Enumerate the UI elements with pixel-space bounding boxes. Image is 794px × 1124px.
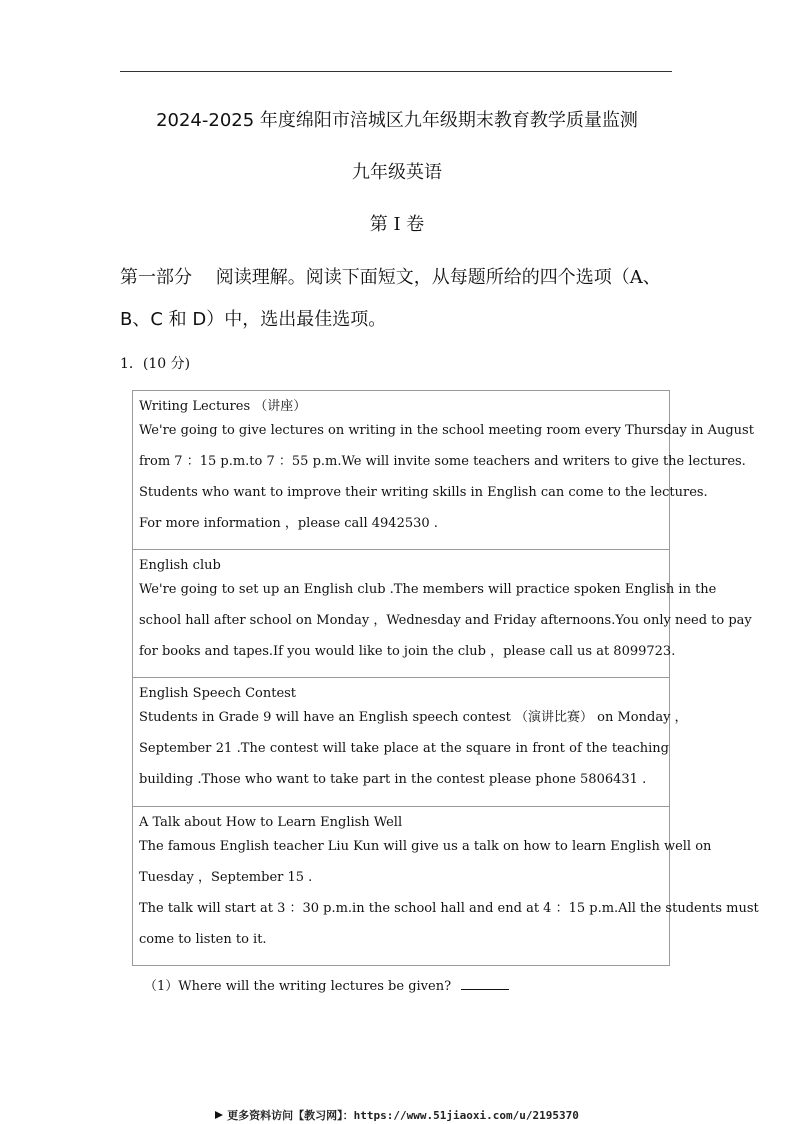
exam-title: 2024-2025 年度绵阳市涪城区九年级期末教育教学质量监测	[156, 110, 638, 131]
notice-speech-contest	[133, 677, 688, 806]
notice-body	[139, 702, 688, 795]
notice-heading: A Talk about How to Learn English Well	[139, 815, 403, 830]
footer-link[interactable]: 更多资料访问【教习网】：https://www.51jiaoxi.com/u/2195370	[227, 1109, 579, 1122]
notice-body	[139, 574, 752, 667]
notice-line: We're going to set up an English club .The members will practice spoken English in the	[139, 582, 717, 597]
notice-heading: Writing Lectures （讲座）	[139, 399, 307, 414]
notice-english-talk	[133, 806, 759, 967]
notice-body	[139, 415, 754, 539]
notice-english-club	[133, 549, 752, 677]
question-number: 1．(10 分)	[120, 356, 191, 372]
notice-line: from 7 ：15 p.m.to 7 ：55 p.m.We will invite some teachers and writers to give the lectures.	[139, 454, 746, 469]
page-footer	[0, 1107, 794, 1123]
notice-line: building .Those who want to take part in the contest please phone 5806431 .	[139, 772, 647, 787]
notice-line: September 21 .The contest will take place at the square in front of the teaching	[139, 741, 669, 756]
flag-icon	[215, 1111, 223, 1119]
sub-question-text: （1）Where will the writing lectures be given?	[144, 979, 452, 994]
notice-body	[139, 831, 759, 955]
header-rule	[120, 71, 672, 72]
notice-line: Tuesday ，September 15 .	[139, 870, 313, 885]
notice-line: The talk will start at 3 ：30 p.m.in the school hall and end at 4 ：15 p.m.All the students must	[139, 901, 759, 916]
notice-line: We're going to give lectures on writing in the school meeting room every Thursday in August	[139, 423, 754, 438]
notice-line: The famous English teacher Liu Kun will give us a talk on how to learn English well on	[139, 839, 712, 854]
notice-line: come to listen to it.	[139, 932, 267, 947]
sub-question-1	[144, 975, 509, 994]
notice-line: for books and tapes.If you would like to join the club ，please call us at 8099723.	[139, 644, 676, 659]
section-instruction-line-2: B、C 和 D）中，选出最佳选项。	[120, 309, 387, 330]
notice-heading: English Speech Contest	[139, 686, 297, 701]
notice-line: For more information ，please call 4942530 .	[139, 516, 438, 531]
exam-subtitle: 九年级英语	[352, 162, 442, 183]
notices-table	[132, 390, 759, 966]
notice-heading: English club	[139, 558, 221, 573]
notice-line: Students who want to improve their writing skills in English can come to the lectures.	[139, 485, 708, 500]
volume-label: 第 I 卷	[369, 214, 425, 235]
notice-line: school hall after school on Monday ，Wednesday and Friday afternoons.You only need to pay	[139, 613, 752, 628]
section-instruction-line-1: 第一部分 阅读理解。阅读下面短文，从每题所给的四个选项（A、	[120, 267, 661, 288]
answer-blank[interactable]	[461, 979, 509, 990]
notice-writing-lectures	[133, 391, 754, 549]
notice-line: Students in Grade 9 will have an English speech contest （演讲比赛） on Monday ，	[139, 710, 688, 725]
